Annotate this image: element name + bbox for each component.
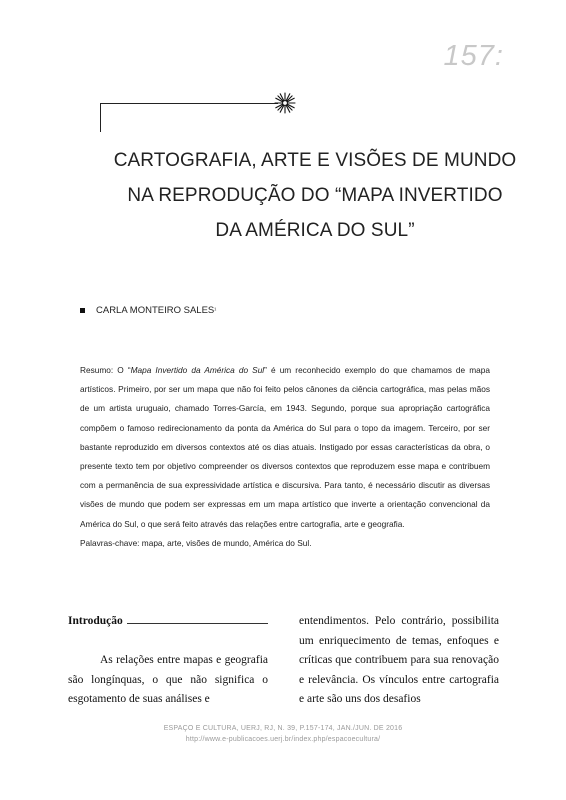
title-line: NA REPRODUÇÃO DO “MAPA INVERTIDO xyxy=(127,185,503,206)
abstract-label: Resumo: O “ xyxy=(80,365,131,375)
title-line: DA AMÉRICA DO SUL” xyxy=(215,220,415,241)
section-heading xyxy=(68,612,268,632)
abstract-map-title: Mapa Invertido da América do Sul xyxy=(130,365,265,375)
abstract-text xyxy=(80,361,490,534)
author-line xyxy=(80,305,216,316)
author-name: CARLA MONTEIRO SALES xyxy=(96,305,215,316)
body-paragraph: entendimentos. Pelo contrário, possibilita um enriquecimento de temas, enfoques e críticas que contribuem para sua renovação e relevância. Os vínculos entre cartografia e arte são uns dos desafios xyxy=(299,615,499,706)
page-number: 157: xyxy=(443,40,504,72)
abstract xyxy=(80,361,490,553)
body-column-left xyxy=(68,612,268,710)
footer-url[interactable]: http://www.e-publicacoes.uerj.br/index.php/espacoecultura/ xyxy=(185,736,381,743)
abstract-body: ” é um reconhecido exemplo do que chamamos de mapa artísticos. Primeiro, por ser um mapa que não foi feito pelos cânones da ciência cartográfica, mas pelas mãos de um artista uruguaio, chamado Torres-García, em 1943. Segundo, porque sua apropriação cartográfica compõem o famoso redirecionamento da ponta da América do Sul para o topo da imagem. Terceiro, por ser bastante reproduzido em diversos contextos até os dias atuais. Instigado por essas características da obra, o presente texto tem por objetivo compreender os diversos contextos que reproduzem esse mapa e contribuem com a permanência de sua expressividade artística e discursiva. Para tanto, é necessário discutir as diversas visões de mundo que podem ser expressas em um mapa artístico que inverte a orientação convencional da América do Sul, o que será feito através das relações entre cartografia, arte e geografia. xyxy=(80,365,490,529)
ornament-horizontal-rule xyxy=(100,103,278,104)
square-bullet-icon xyxy=(80,308,85,313)
page-footer xyxy=(0,723,566,745)
ornament-vertical-rule xyxy=(100,103,101,132)
author-footnote-mark[interactable]: ¹ xyxy=(214,307,217,314)
section-heading-text: Introdução xyxy=(68,615,123,627)
body-paragraph: As relações entre mapas e geografia são longínquas, o que não significa o esgotamento de suas análises e xyxy=(68,654,268,706)
article-title xyxy=(80,143,550,248)
title-line: CARTOGRAFIA, ARTE E VISÕES DE MUNDO xyxy=(113,150,517,171)
keywords: Palavras-chave: mapa, arte, visões de mundo, América do Sul. xyxy=(80,537,312,548)
body-column-right xyxy=(299,612,499,710)
footer-citation: ESPAÇO E CULTURA, UERJ, RJ, N. 39, P.157-174, JAN./JUN. DE 2016 xyxy=(163,725,403,732)
heading-rule xyxy=(127,615,268,624)
asterisk-ornament-icon xyxy=(274,92,296,114)
